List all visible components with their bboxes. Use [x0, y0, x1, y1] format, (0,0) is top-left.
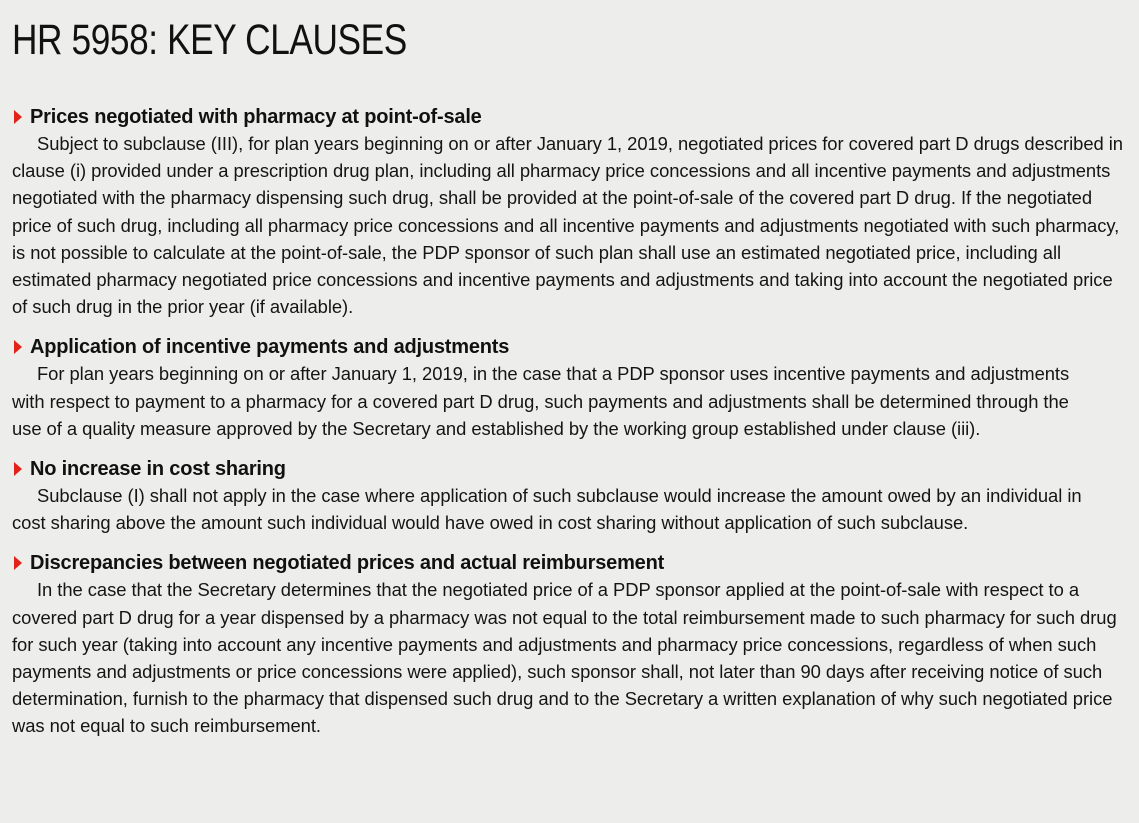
clause-section-cost-sharing	[12, 456, 1127, 536]
section-heading-text: Discrepancies between negotiated prices and actual reimbursement	[30, 552, 665, 575]
arrow-right-icon	[14, 340, 22, 354]
section-heading-text: Prices negotiated with pharmacy at point-of-sale	[30, 106, 482, 128]
section-heading	[12, 104, 1127, 130]
arrow-right-icon	[14, 110, 22, 124]
section-body: Subject to subclause (III), for plan years beginning on or after January 1, 2019, negotiated prices for covered part D drugs described in clause (i) provided under a prescription drug plan, including all pharmacy price concessions and all incentive payments and adjustments negotiated with the pharmacy dispensing such drug, shall be provided at the point-of-sale of the covered part D drug. If the negotiated price of such drug, including all pharmacy price concessions and all incentive payments and adjustments negotiated with such pharmacy, is not possible to calculate at the point-of-sale, the PDP sponsor of such plan shall use an estimated negotiated price, including all estimated pharmacy negotiated price concessions and incentive payments and adjustments and taking into account the negotiated price of such drug in the prior year (if available).	[12, 133, 1123, 318]
section-heading	[12, 334, 1127, 360]
clause-section-discrepancies	[12, 550, 1127, 739]
section-heading-text: Application of incentive payments and adjustments	[30, 336, 510, 359]
section-body: For plan years beginning on or after January 1, 2019, in the case that a PDP sponsor uses incentive payments and adjustments with respect to payment to a pharmacy for a covered part D drug, such payments and adjustments shall be determined through the use of a quality measure approved by the Secretary and established by the working group established under clause (iii).	[12, 363, 1070, 439]
section-body: In the case that the Secretary determines that the negotiated price of a PDP sponsor applied at the point-of-sale with respect to a covered part D drug for a year dispensed by a pharmacy was not equal to the total reimbursement made to such pharmacy for such drug for such year (taking into account any incentive payments and adjustments and pharmacy price concessions, regardless of when such payments and adjustments or price concessions were applied), such sponsor shall, not later than 90 days after receiving notice of such determination, furnish to the pharmacy that dispensed such drug and to the Secretary a written explanation of why such negotiated price was not equal to such reimbursement.	[12, 579, 1117, 737]
arrow-right-icon	[14, 462, 22, 476]
section-body: Subclause (I) shall not apply in the case where application of such subclause would increase the amount owed by an individual in cost sharing above the amount such individual would have owed in cost sharing without application of such subclause.	[12, 485, 1082, 534]
section-heading	[12, 550, 1127, 576]
page-title: HR 5958: KEY CLAUSES	[12, 16, 407, 64]
section-heading-text: No increase in cost sharing	[30, 458, 286, 481]
arrow-right-icon	[14, 556, 22, 570]
section-heading	[12, 456, 1127, 482]
clause-section-incentive-payments	[12, 334, 1127, 442]
clause-section-point-of-sale	[12, 104, 1127, 320]
